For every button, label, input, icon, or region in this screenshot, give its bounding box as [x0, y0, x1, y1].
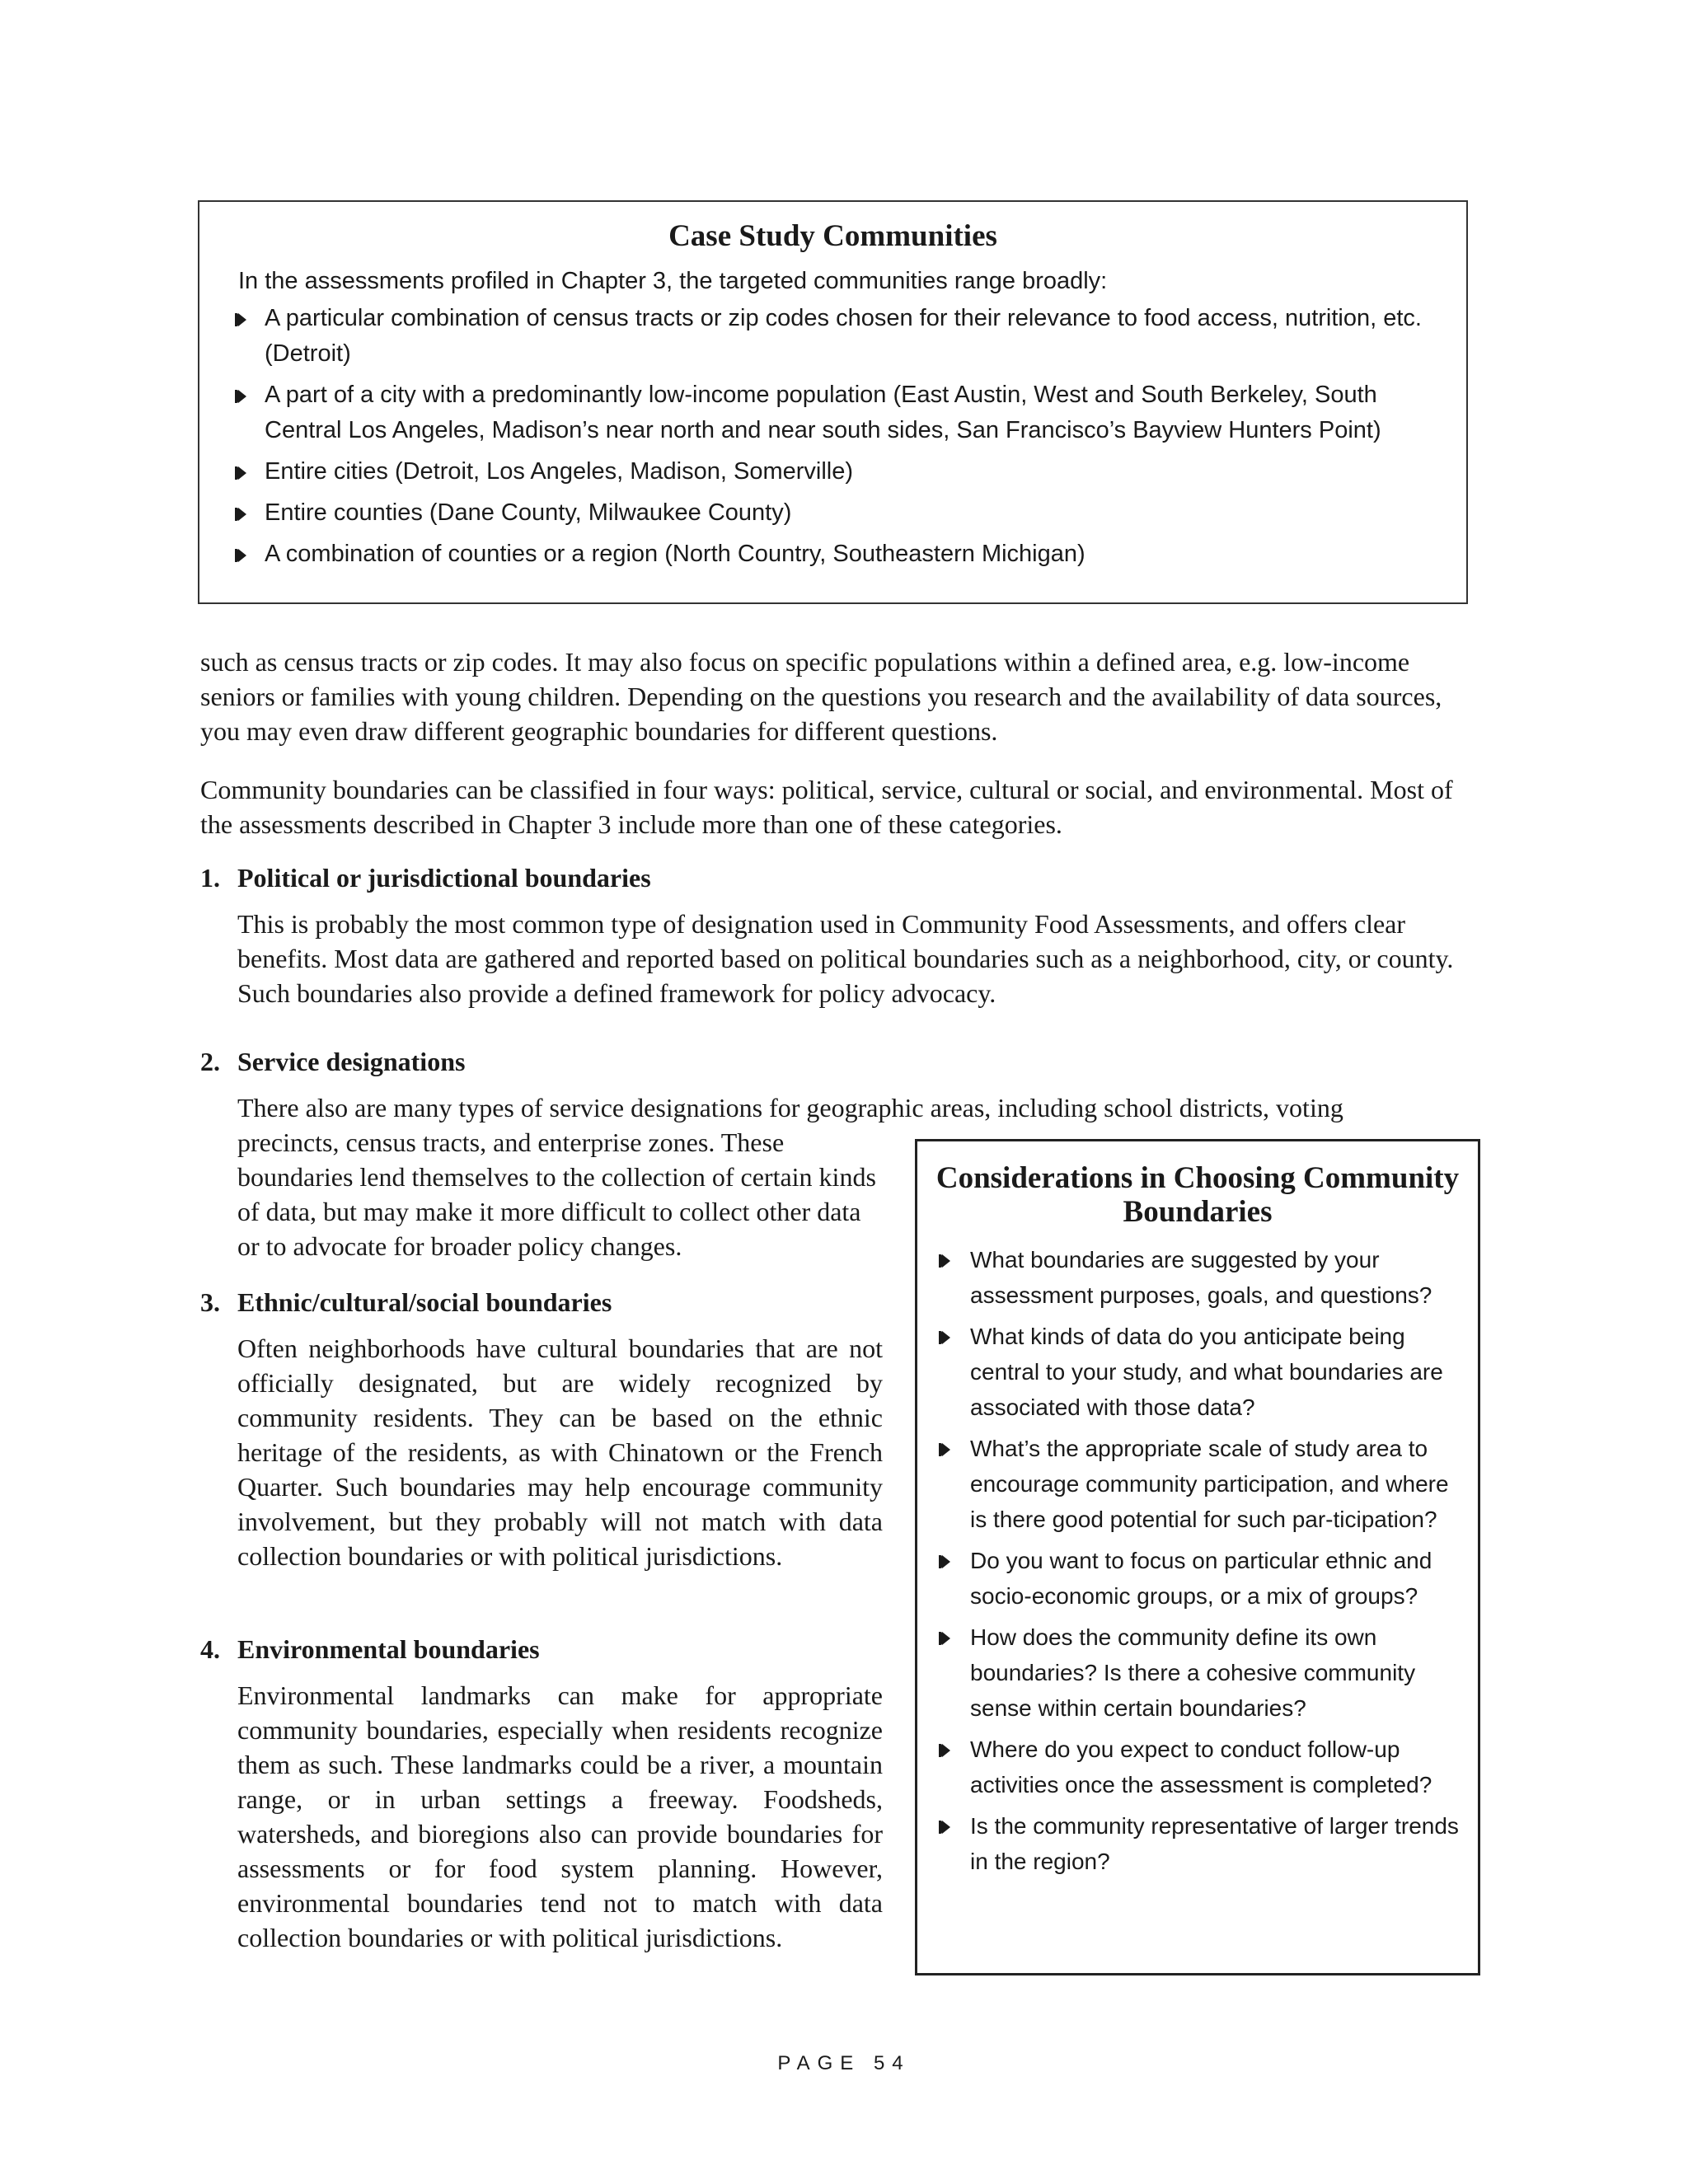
case-study-intro: In the assessments profiled in Chapter 3, the targeted communities range broadly:	[238, 268, 1108, 294]
list-item: A combination of counties or a region (North Country, Southeastern Michigan)	[238, 537, 1450, 572]
section-text-service: precincts, census tracts, and enterprise zones. These boundaries lend themselves to the collection of certain kinds of data, but may make it more difficult to collect other data or to advocate for broader policy changes.	[237, 1127, 876, 1261]
section-number: 3.	[200, 1287, 220, 1317]
bullet-icon	[238, 390, 246, 403]
list-item: A part of a city with a predominantly low-income population (East Austin, West and South Berkeley, South Central Los Angeles, Madison’s near north and near south sides, San Francisco’s Bayview Hunters Point)	[238, 377, 1450, 448]
list-item: Where do you expect to conduct follow-up activities once the assessment is completed?	[942, 1732, 1470, 1802]
bullet-icon	[238, 466, 246, 480]
section-title: Political or jurisdictional boundaries	[237, 863, 651, 893]
bullet-icon	[238, 508, 246, 521]
section-text-cultural: Often neighborhoods have cultural boundaries that are not officially designated, but are widely recognized by community residents. They can be based on the ethnic heritage of the residents, as with Chinatown or the French Quarter. Such boundaries may help encourage community involvement, but they probably will not match with data collection boundaries or with political jurisdictions.	[237, 1333, 883, 1571]
case-study-list	[238, 301, 1450, 578]
list-item: Is the community representative of larger trends in the region?	[942, 1808, 1470, 1879]
case-study-box	[198, 200, 1468, 604]
section-number: 4.	[200, 1634, 220, 1664]
list-item: Do you want to focus on particular ethnic and socio-economic groups, or a mix of groups?	[942, 1543, 1470, 1614]
section-text-service-line-1: There also are many types of service designations for geographic areas, including school districts, voting	[237, 1093, 1343, 1122]
bullet-icon	[238, 313, 246, 326]
considerations-list	[942, 1242, 1470, 1885]
body-paragraph-2: Community boundaries can be classified in four ways: political, service, cultural or social, and environmental. Most of the assessments described in Chapter 3 include more than one of these categories.	[200, 775, 1453, 839]
considerations-title: Considerations in Choosing Community Boundaries	[935, 1161, 1460, 1229]
section-text-political: This is probably the most common type of designation used in Community Food Assessments, and offers clear benefits. Most data are gathered and reported based on political boundaries such as a neighborhood, city, or county. Such boundaries also provide a defined framework for policy advocacy.	[237, 909, 1454, 1008]
bullet-icon	[942, 1331, 950, 1344]
bullet-icon	[942, 1821, 950, 1834]
list-item: What’s the appropriate scale of study area to encourage community participation, and where is there good potential for such par-ticipation?	[942, 1431, 1470, 1537]
body-paragraph-1: such as census tracts or zip codes. It may also focus on specific populations within a defined area, e.g. low-income seniors or families with young children. Depending on the questions you research and the availability of data sources, you may even draw different geographic boundaries for different questions.	[200, 647, 1442, 746]
list-item: A particular combination of census tracts or zip codes chosen for their relevance to food access, nutrition, etc. (Detroit)	[238, 301, 1450, 372]
bullet-icon	[942, 1254, 950, 1268]
considerations-box	[915, 1139, 1480, 1975]
section-number: 2.	[200, 1047, 220, 1076]
section-number: 1.	[200, 863, 220, 893]
case-study-title: Case Study Communities	[668, 219, 997, 253]
list-item: What boundaries are suggested by your assessment purposes, goals, and questions?	[942, 1242, 1470, 1313]
page-number: PAGE 54	[777, 2052, 911, 2074]
list-item: Entire cities (Detroit, Los Angeles, Madison, Somerville)	[238, 454, 1450, 490]
bullet-icon	[942, 1555, 950, 1568]
bullet-icon	[942, 1744, 950, 1757]
section-text-environmental: Environmental landmarks can make for appropriate community boundaries, especially when residents recognize them as such. These landmarks could be a river, a mountain range, or in urban settings a freeway. Foodsheds, watersheds, and bioregions also can provide boundaries for assessments or for food system planning. However, environmental boundaries tend not to match with data collection boundaries or with political jurisdictions.	[237, 1680, 883, 1952]
list-item: Entire counties (Dane County, Milwaukee County)	[238, 495, 1450, 531]
list-item: How does the community define its own boundaries? Is there a cohesive community sense within certain boundaries?	[942, 1619, 1470, 1726]
list-item: What kinds of data do you anticipate being central to your study, and what boundaries are associated with those data?	[942, 1319, 1470, 1425]
section-title: Ethnic/cultural/social boundaries	[237, 1287, 612, 1317]
section-title: Environmental boundaries	[237, 1634, 540, 1664]
bullet-icon	[238, 549, 246, 562]
section-title: Service designations	[237, 1047, 466, 1076]
bullet-icon	[942, 1632, 950, 1645]
bullet-icon	[942, 1443, 950, 1456]
